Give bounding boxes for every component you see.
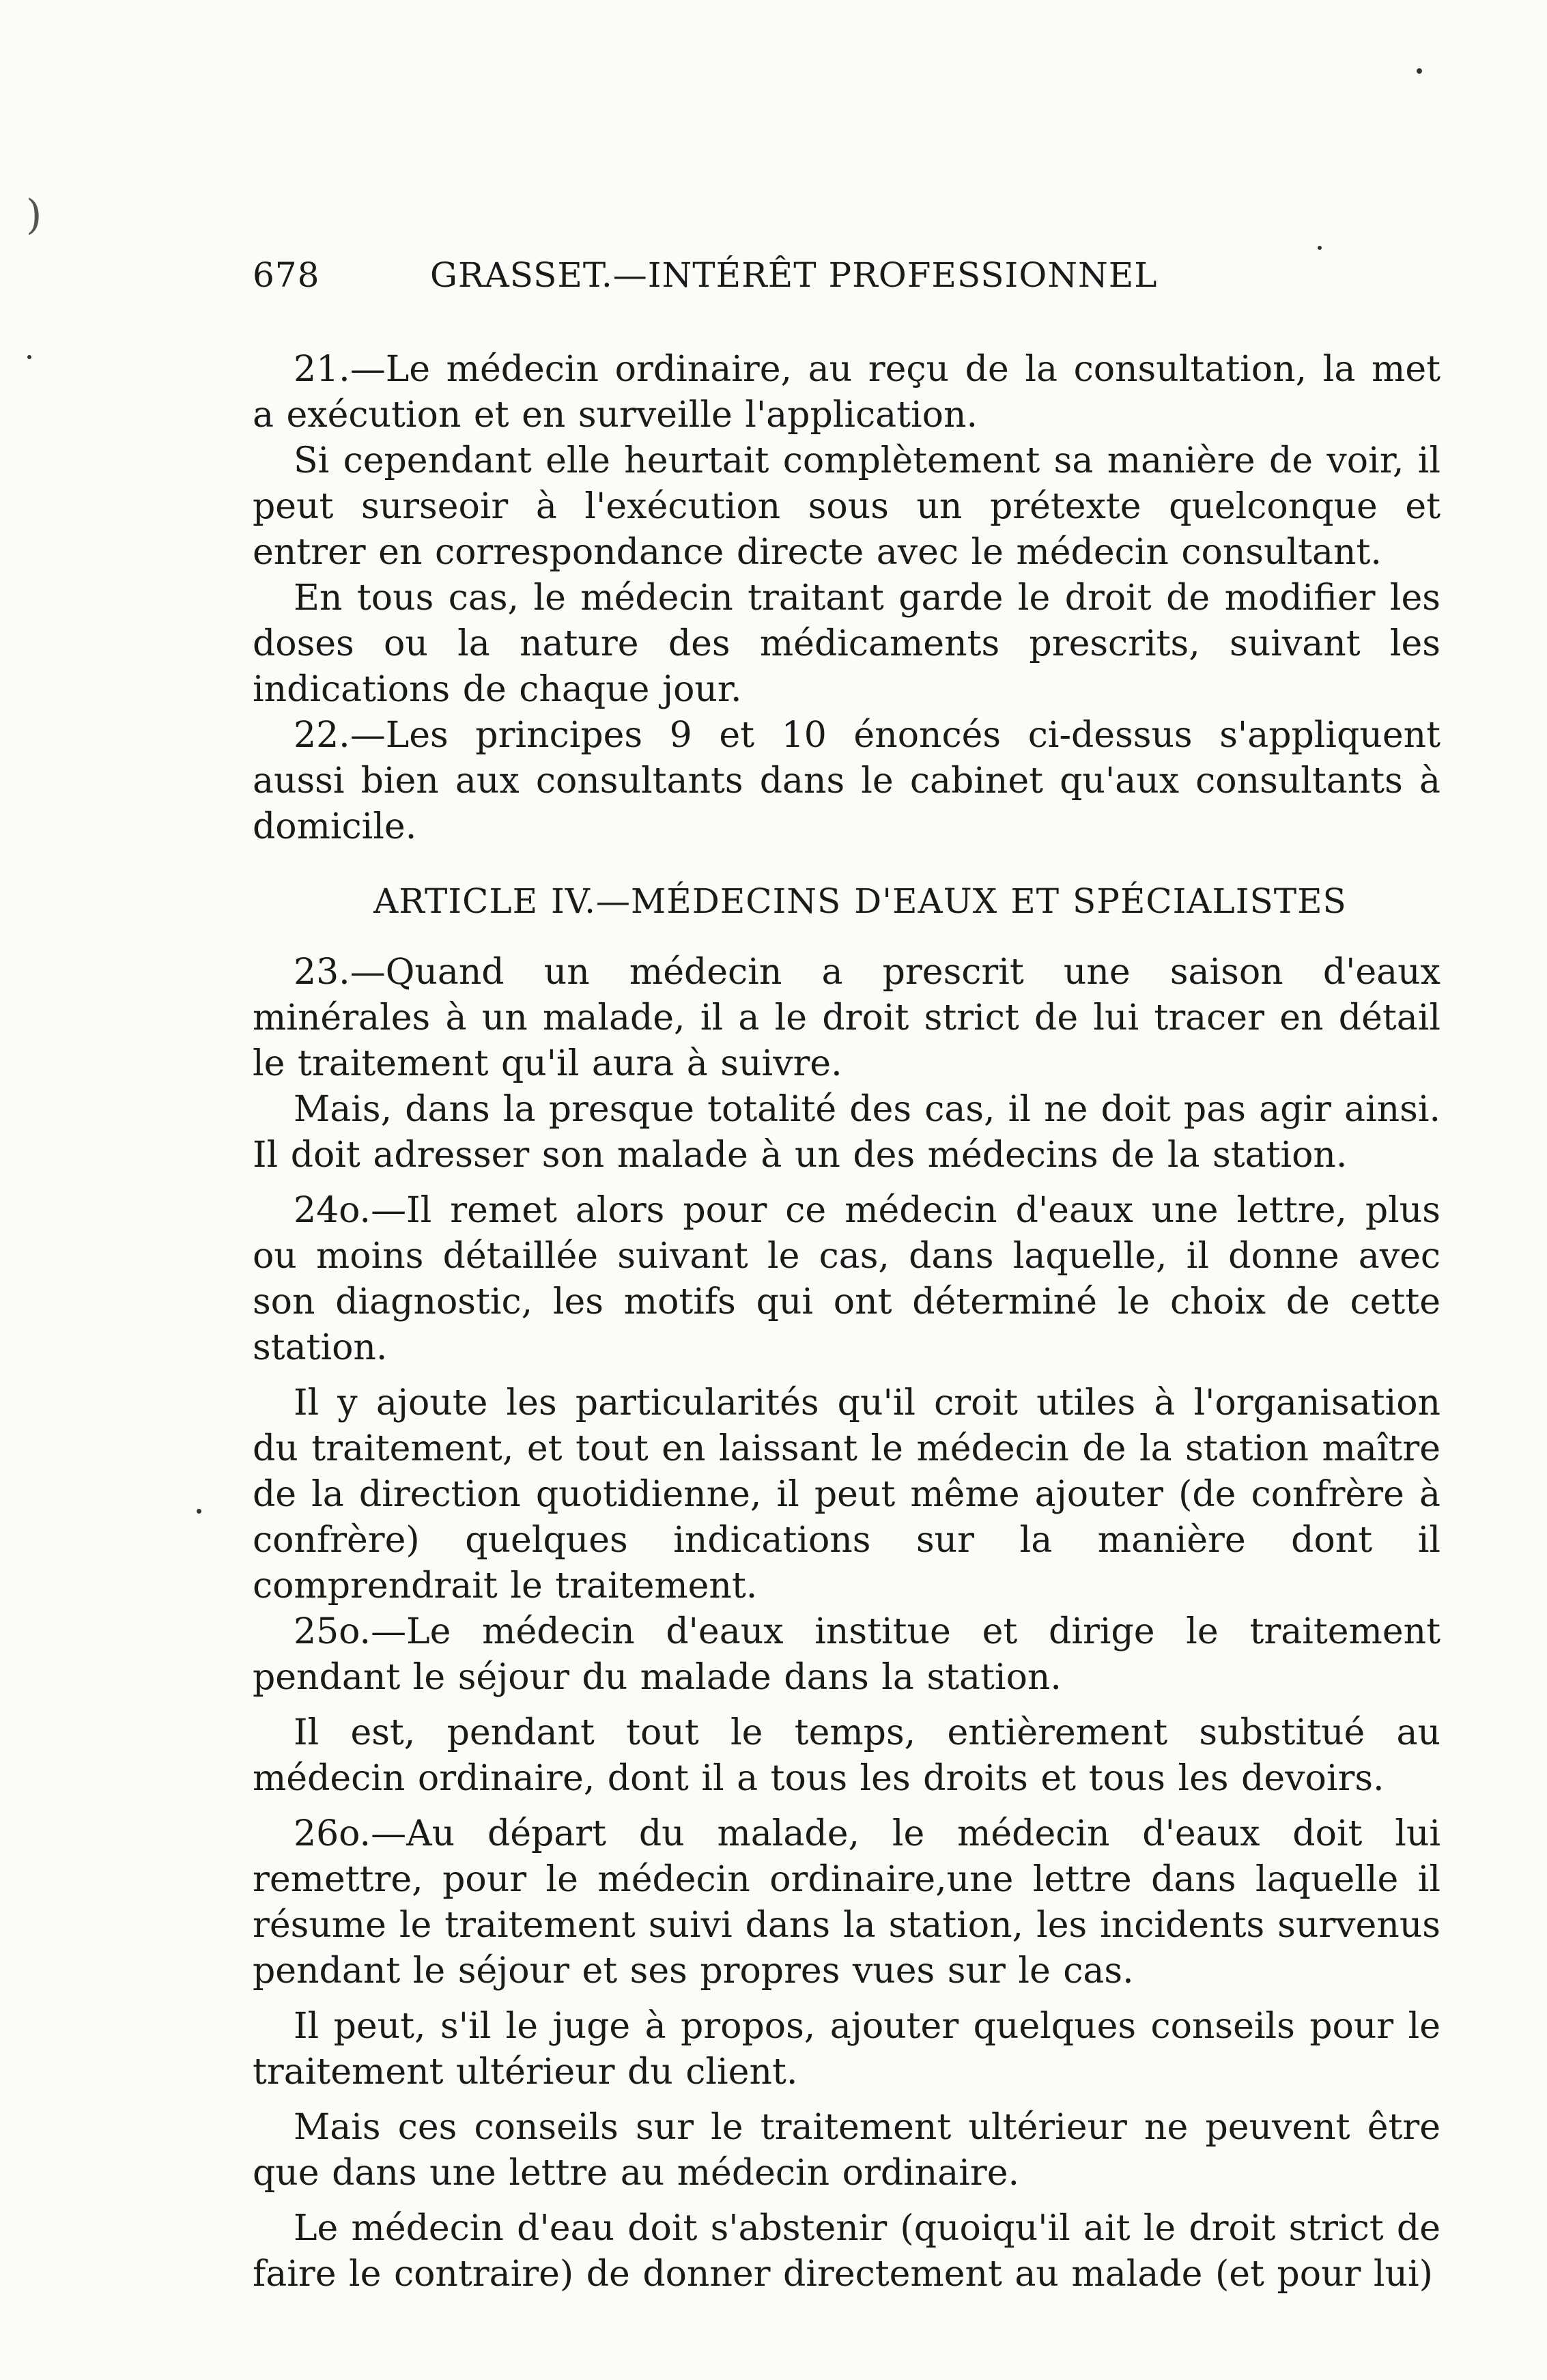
- paragraph-26: 26o.—Au départ du malade, le médecin d'eaux doit lui remettre, pour le médecin ordinaire,une lettre dans laquelle il résume le traitement suivi dans la station, les incidents survenus pendant le séjour et ses propres vues sur le cas.: [253, 1813, 1440, 1992]
- margin-speck: [197, 1509, 201, 1514]
- running-head: [253, 251, 1440, 299]
- paragraph: Il y ajoute les particularités qu'il croit utiles à l'organisation du traitement, et tout en laissant le médecin de la station maître de la direction quotidienne, il peut même ajouter (de confrère à confrère) quelques indications sur la manière dont il comprendrait le traitement.: [253, 1383, 1440, 1606]
- paragraph: Le médecin d'eau doit s'abstenir (quoiqu'il ait le droit strict de faire le contraire) de donner directement au malade (et pour lui): [253, 2208, 1440, 2295]
- paragraph: Il est, pendant tout le temps, entièrement substitué au médecin ordinaire, dont il a tous les droits et tous les devoirs.: [253, 1712, 1440, 1799]
- paragraph-22: 22.—Les principes 9 et 10 énoncés ci-dessus s'appliquent aussi bien aux consultants dans le cabinet qu'aux consultants à domicile.: [253, 715, 1440, 847]
- margin-speck: [1318, 246, 1322, 250]
- paragraph: Si cependant elle heurtait complètement sa manière de voir, il peut surseoir à l'exécution sous un prétexte quelconque et entrer en correspondance directe avec le médecin consultant.: [253, 440, 1440, 573]
- margin-speck: [27, 355, 31, 359]
- margin-pencil-mark: ): [26, 191, 42, 239]
- paragraph-21: 21.—Le médecin ordinaire, au reçu de la consultation, la met a exécution et en surveille l'application.: [253, 349, 1440, 436]
- section-heading: ARTICLE IV.—MÉDECINS D'EAUX ET SPÉCIALISTES: [373, 881, 1347, 921]
- paragraph: Mais ces conseils sur le traitement ultérieur ne peuvent être que dans une lettre au médecin ordinaire.: [253, 2107, 1440, 2194]
- document-page: [253, 251, 1440, 2295]
- paragraph: En tous cas, le médecin traitant garde le droit de modifier les doses ou la nature des médicaments prescrits, suivant les indications de chaque jour.: [253, 578, 1440, 710]
- paragraph: Mais, dans la presque totalité des cas, il ne doit pas agir ainsi. Il doit adresser son malade à un des médecins de la station.: [253, 1089, 1440, 1176]
- body-text: [253, 347, 1440, 2297]
- page-number: 678: [253, 255, 320, 295]
- margin-speck: [1417, 68, 1422, 74]
- paragraph-23: 23.—Quand un médecin a prescrit une saison d'eaux minérales à un malade, il a le droit strict de lui tracer en détail le traitement qu'il aura à suivre.: [253, 952, 1440, 1084]
- paragraph: Il peut, s'il le juge à propos, ajouter quelques conseils pour le traitement ultérieur du client.: [253, 2006, 1440, 2093]
- paragraph-25: 25o.—Le médecin d'eaux institue et dirige le traitement pendant le séjour du malade dans la station.: [253, 1611, 1440, 1698]
- paragraph-24: 24o.—Il remet alors pour ce médecin d'eaux une lettre, plus ou moins détaillée suivant le cas, dans laquelle, il donne avec son diagnostic, les motifs qui ont déterminé le choix de cette station.: [253, 1190, 1440, 1368]
- running-title: GRASSET.—INTÉRÊT PROFESSIONNEL: [430, 255, 1158, 295]
